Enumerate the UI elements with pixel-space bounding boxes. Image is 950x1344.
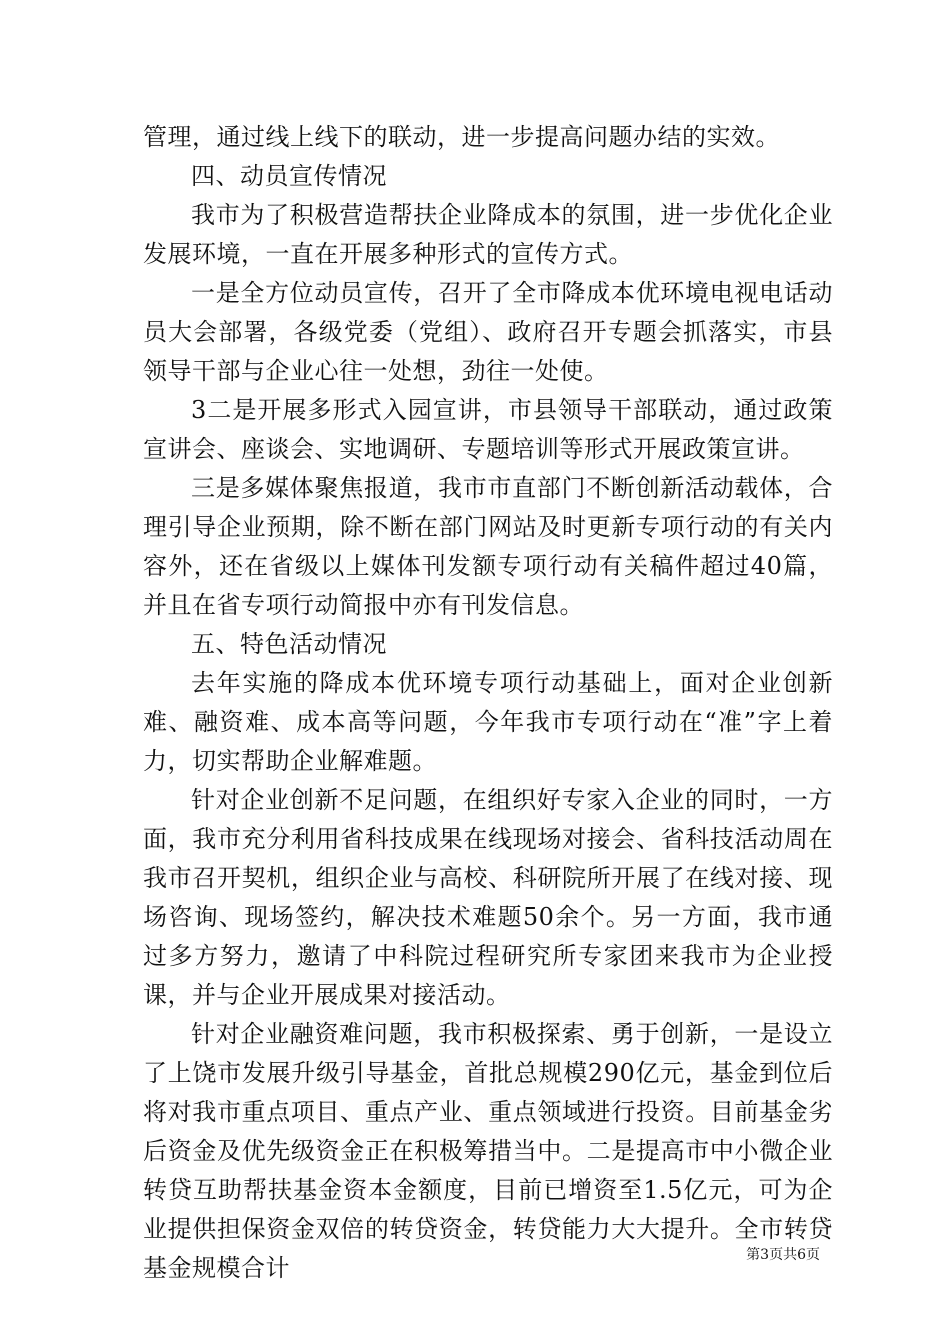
paragraph: 我市为了积极营造帮扶企业降成本的氛围，进一步优化企业发展环境，一直在开展多种形式的宣传方式。 [143,201,833,268]
paragraph: 针对企业融资难问题，我市积极探索、勇于创新，一是设立了上饶市发展升级引导基金，首批总规模290亿元，基金到位后将对我市重点项目、重点产业、重点领域进行投资。目前基金劣后资金及优先级资金正在积极筹措当中。二是提高市中小微企业转贷互助帮扶基金资本金额度，目前已增资至1.5亿元，可为企业提供担保资金双倍的转贷资金，转贷能力大大提升。全市转贷基金规模合计 [143,1020,833,1282]
paragraph: 针对企业创新不足问题，在组织好专家入企业的同时，一方面，我市充分利用省科技成果在线现场对接会、省科技活动周在我市召开契机，组织企业与高校、科研院所开展了在线对接、现场咨询、现场签约，解决技术难题50余个。另一方面，我市通过多方努力，邀请了中科院过程研究所专家团来我市为企业授课，并与企业开展成果对接活动。 [143,786,833,1009]
paragraph-continuation: 管理，通过线上线下的联动，进一步提高问题办结的实效。 [143,123,780,151]
section-heading-mobilization: 四、动员宣传情况 [191,162,387,190]
paragraph: 一是全方位动员宣传，召开了全市降成本优环境电视电话动员大会部署，各级党委（党组）、政府召开专题会抓落实，市县领导干部与企业心往一处想，劲往一处使。 [143,279,833,385]
paragraph: 去年实施的降成本优环境专项行动基础上，面对企业创新难、融资难、成本高等问题，今年我市专项行动在“准”字上着力，切实帮助企业解难题。 [143,669,833,775]
document-body [143,118,833,1288]
page-number-footer: 第3页共6页 [746,1247,820,1263]
section-heading-activities: 五、特色活动情况 [191,630,387,658]
paragraph: 3二是开展多形式入园宣讲，市县领导干部联动，通过政策宣讲会、座谈会、实地调研、专题培训等形式开展政策宣讲。 [143,396,833,463]
paragraph: 三是多媒体聚焦报道，我市市直部门不断创新活动载体，合理引导企业预期，除不断在部门网站及时更新专项行动的有关内容外，还在省级以上媒体刊发额专项行动有关稿件超过40篇，并且在省专项行动简报中亦有刊发信息。 [143,474,833,619]
